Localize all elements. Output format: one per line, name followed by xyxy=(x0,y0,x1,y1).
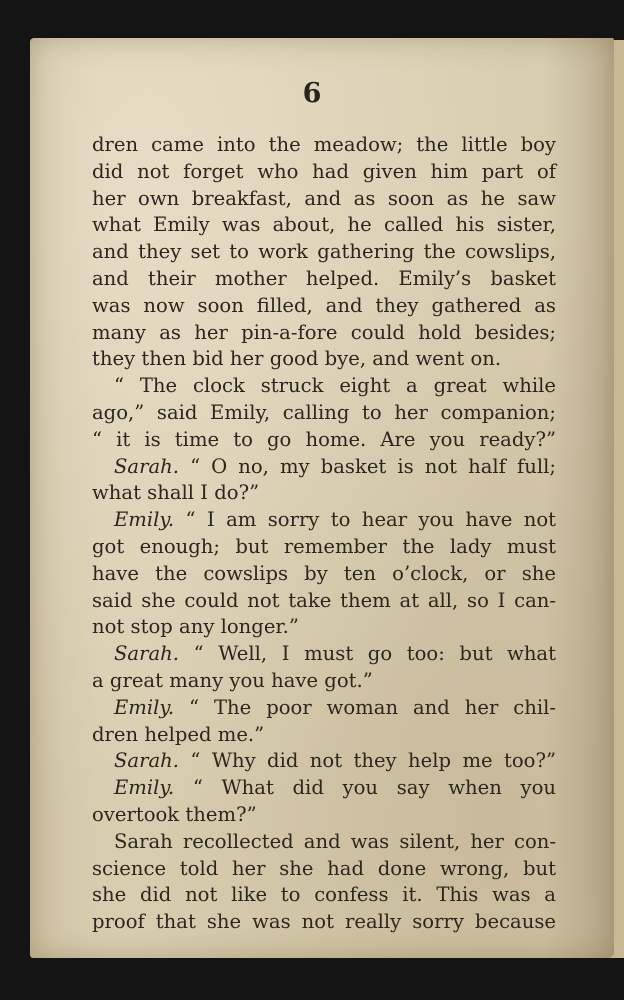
line-text: “ I am sorry to hear you have not xyxy=(185,508,557,532)
text-line xyxy=(92,534,556,561)
text-line xyxy=(92,856,556,883)
text-line xyxy=(92,748,556,775)
speaker-name: Emily. xyxy=(114,695,175,719)
text-line xyxy=(92,480,556,507)
line-text: said she could not take them at all, so I can- xyxy=(92,588,556,612)
text-line xyxy=(92,266,556,293)
text-line xyxy=(92,320,556,347)
text-line xyxy=(92,212,556,239)
text-line xyxy=(92,507,556,534)
line-text: her own breakfast, and as soon as he saw xyxy=(92,186,556,210)
text-line xyxy=(92,909,556,936)
line-text: what shall I do?” xyxy=(92,481,260,505)
text-line xyxy=(92,239,556,266)
text-line xyxy=(92,373,556,400)
text-line xyxy=(92,588,556,615)
page-text xyxy=(92,132,556,936)
line-text: she did not like to confess it. This was a xyxy=(92,883,556,907)
line-text: did not forget who had given him part of xyxy=(92,159,556,183)
speaker-name: Sarah. xyxy=(114,642,179,666)
line-text: what Emily was about, he called his sister, xyxy=(92,213,556,237)
line-text: Sarah recollected and was silent, her con- xyxy=(114,829,556,853)
text-line xyxy=(92,293,556,320)
line-text: proof that she was not really sorry because xyxy=(92,910,556,934)
line-text: science told her she had done wrong, but xyxy=(92,856,556,880)
text-line xyxy=(92,775,556,802)
line-text: “ it is time to go home. Are you ready?” xyxy=(92,427,556,451)
line-text: many as her pin-a-fore could hold besides; xyxy=(92,320,556,344)
line-text: overtook them?” xyxy=(92,802,257,826)
text-line xyxy=(92,614,556,641)
text-line xyxy=(92,346,556,373)
speaker-name: Emily. xyxy=(114,508,175,532)
line-text: “ The poor woman and her chil- xyxy=(189,695,556,719)
text-line xyxy=(92,132,556,159)
line-text: “ Well, I must go too: but what xyxy=(193,642,556,666)
text-line xyxy=(92,400,556,427)
text-line xyxy=(92,454,556,481)
line-text: “ What did you say when you xyxy=(192,776,556,800)
line-text: and they set to work gathering the cowslips, xyxy=(92,240,556,264)
text-line xyxy=(92,186,556,213)
line-text: “ Why did not they help me too?” xyxy=(190,749,556,773)
line-text: they then bid her good bye, and went on. xyxy=(92,347,502,371)
text-line xyxy=(92,641,556,668)
line-text: “ The clock struck eight a great while xyxy=(114,374,556,398)
line-text: and their mother helped. Emily’s basket xyxy=(92,266,556,290)
text-line xyxy=(92,695,556,722)
line-text: dren came into the meadow; the little boy xyxy=(92,133,556,156)
line-text: ago,” said Emily, calling to her companion; xyxy=(92,400,556,424)
text-line xyxy=(92,668,556,695)
line-text: not stop any longer.” xyxy=(92,615,299,639)
speaker-name: Emily. xyxy=(114,776,175,800)
text-line xyxy=(92,802,556,829)
page-number: 6 xyxy=(302,78,322,109)
text-line xyxy=(92,882,556,909)
line-text: dren helped me.” xyxy=(92,722,265,746)
text-line xyxy=(92,561,556,588)
text-line xyxy=(92,159,556,186)
line-text: have the cowslips by ten o’clock, or she xyxy=(92,561,556,585)
line-text: a great many you have got.” xyxy=(92,668,373,692)
line-text: got enough; but remember the lady must xyxy=(92,534,556,558)
text-line xyxy=(92,722,556,749)
text-line xyxy=(92,829,556,856)
speaker-name: Sarah. xyxy=(114,749,179,773)
text-line xyxy=(92,427,556,454)
line-text: “ O no, my basket is not half full; xyxy=(190,454,556,478)
speaker-name: Sarah. xyxy=(114,454,179,478)
line-text: was now soon filled, and they gathered as xyxy=(92,293,556,317)
